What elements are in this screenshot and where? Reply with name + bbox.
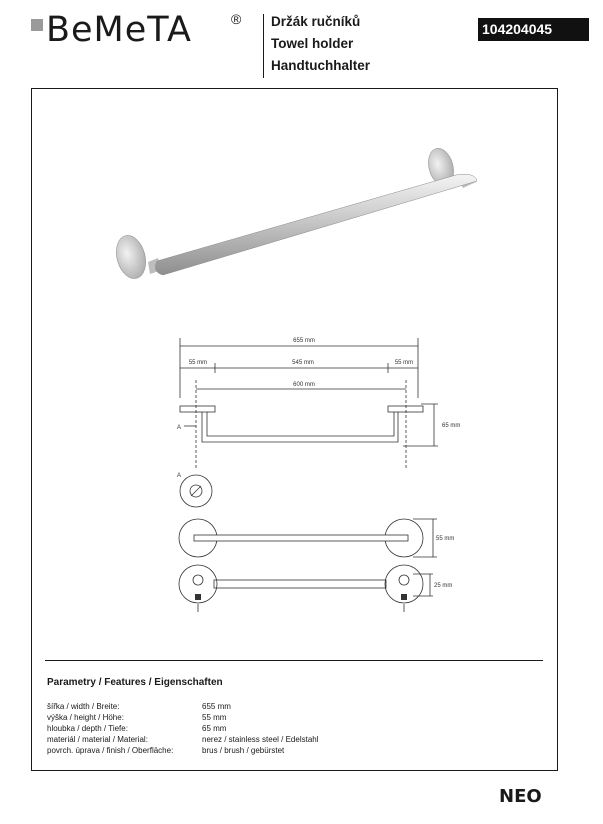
dim-depth: 65 mm (442, 423, 461, 429)
spec-value: nerez / stainless steel / Edelstahl (202, 735, 319, 744)
registered-mark: ® (231, 11, 242, 27)
dim-spacing: 600 mm (293, 382, 315, 388)
spec-heading: Parametry / Features / Eigenschaften (47, 677, 223, 688)
product-code-badge: 104204045 (478, 18, 589, 41)
section-label-a-detail: A (177, 473, 182, 479)
logo-square (31, 19, 43, 31)
dim-left: 55 mm (188, 360, 208, 366)
title-cz: Držák ručníků (271, 14, 361, 29)
spec-value: 55 mm (202, 713, 227, 722)
front-view (179, 519, 437, 557)
spec-label: výška / height / Höhe: (47, 713, 124, 722)
spec-label: povrch. úprava / finish / Oberfläche: (47, 746, 174, 755)
bottom-view-fill (195, 594, 407, 600)
spec-label: materiál / material / Material: (47, 735, 148, 744)
spec-value: 655 mm (202, 702, 231, 711)
section-label-a: A (177, 425, 182, 431)
section-a-detail (180, 475, 212, 507)
title-divider (263, 14, 264, 78)
dim-middle: 545 mm (292, 360, 314, 366)
dim-right: 55 mm (394, 360, 414, 366)
spec-value: brus / brush / gebürstet (202, 746, 285, 755)
series-name: NEO (499, 786, 542, 807)
dim-height: 55 mm (436, 536, 455, 542)
side-view (180, 338, 438, 470)
bottom-view (179, 565, 433, 612)
dim-total: 655 mm (293, 338, 315, 344)
technical-drawing (32, 89, 557, 659)
brand-logo: BeMeTA (46, 10, 192, 50)
spec-label: hloubka / depth / Tiefe: (47, 724, 128, 733)
spec-label: šířka / width / Breite: (47, 702, 120, 711)
spec-divider (45, 660, 543, 661)
dim-rosette: 25 mm (434, 583, 453, 589)
title-de: Handtuchhalter (271, 58, 371, 73)
title-en: Towel holder (271, 36, 354, 51)
product-photo (112, 146, 477, 282)
spec-value: 65 mm (202, 724, 227, 733)
